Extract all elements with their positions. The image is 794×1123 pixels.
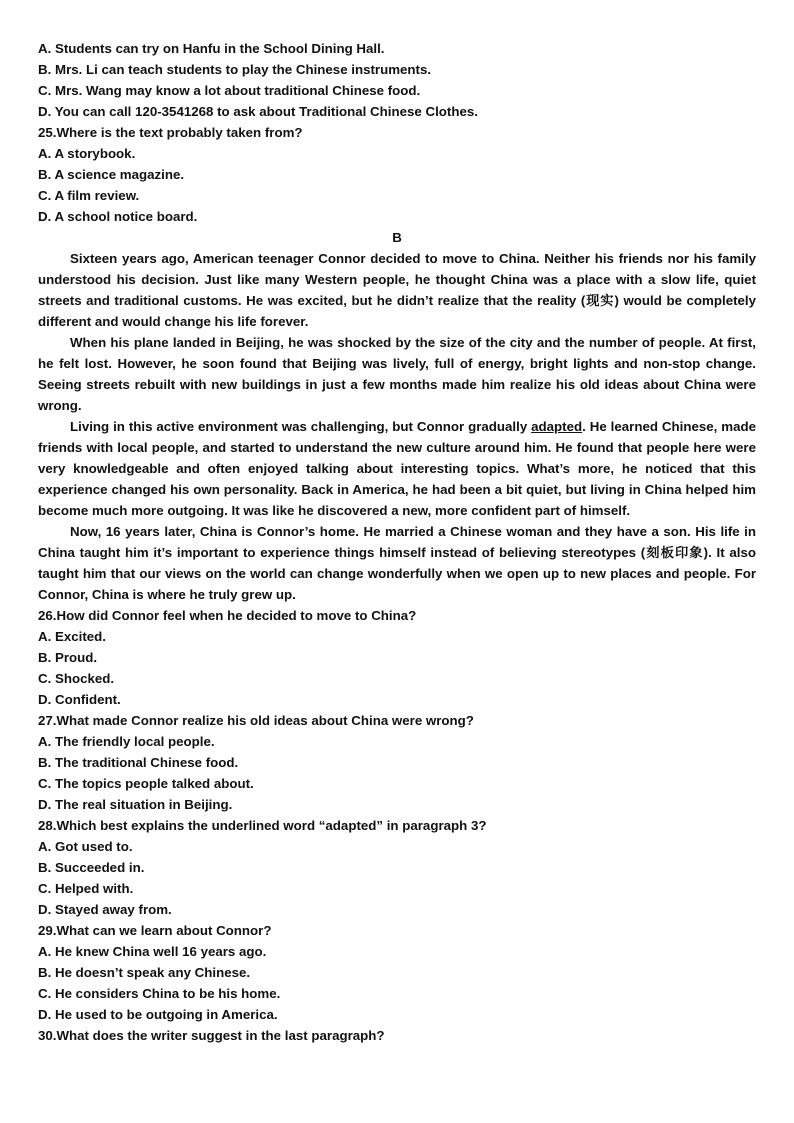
question-text: 30.What does the writer suggest in the last paragraph? (38, 1028, 385, 1043)
passage-paragraph-2: When his plane landed in Beijing, he was shocked by the size of the city and the number of people. At first, he felt lost. However, he soon found that Beijing was lively, full of energy, bright lights and non-stop change. Seeing streets rebuilt with new buildings in just a few months made him realize his old ideas about China were wrong. (38, 335, 756, 413)
option-a: A. Excited. (38, 629, 106, 644)
option-d: D. A school notice board. (38, 209, 198, 224)
option-a: A. The friendly local people. (38, 734, 215, 749)
option-c: C. Helped with. (38, 881, 134, 896)
option-c: C. The topics people talked about. (38, 776, 254, 791)
paragraph-3-text-before: Living in this active environment was challenging, but Connor gradually (70, 419, 532, 434)
q24-option-d: D. You can call 120-3541268 to ask about Traditional Chinese Clothes. (38, 104, 478, 119)
underlined-word: adapted (531, 419, 583, 434)
q24-option-c: C. Mrs. Wang may know a lot about traditional Chinese food. (38, 83, 421, 98)
option-b: B. He doesn’t speak any Chinese. (38, 965, 251, 980)
option-c: C. Shocked. (38, 671, 115, 686)
q24-option-a: A. Students can try on Hanfu in the School Dining Hall. (38, 41, 385, 56)
option-c: C. A film review. (38, 188, 140, 203)
question-text: 25.Where is the text probably taken from? (38, 125, 303, 140)
option-c: C. He considers China to be his home. (38, 986, 281, 1001)
paragraph-3-text-after: . He learned Chinese, made friends with local people, and started to understand the new culture around him. He found that people here were very knowledgeable and often enjoyed talking about interesting topics. What’s more, he noticed that this experience changed his own personality. Back in America, he had been a bit quiet, but living in China helped him become much more outgoing. It was like he discovered a new, more confident part of himself. (38, 419, 756, 518)
passage-paragraph-4: Now, 16 years later, China is Connor’s home. He married a Chinese woman and they have a son. His life in China taught him it’s important to experience things himself instead of believing stereotypes (刻板印象). It also taught him that our views on the world can change wonderfully when we open up to new places and people. For Connor, China is where he truly grew up. (38, 524, 756, 602)
option-d: D. He used to be outgoing in America. (38, 1007, 278, 1022)
section-heading: B (392, 230, 402, 245)
question-28 (38, 815, 756, 920)
question-26 (38, 605, 756, 710)
question-30 (38, 1025, 756, 1046)
option-d: D. Confident. (38, 692, 121, 707)
option-a: A. Got used to. (38, 839, 133, 854)
option-a: A. He knew China well 16 years ago. (38, 944, 267, 959)
q24-option-b: B. Mrs. Li can teach students to play the Chinese instruments. (38, 62, 432, 77)
option-b: B. A science magazine. (38, 167, 185, 182)
option-b: B. The traditional Chinese food. (38, 755, 239, 770)
question-text: 29.What can we learn about Connor? (38, 923, 272, 938)
question-29 (38, 920, 756, 1025)
exam-page (38, 38, 756, 1046)
option-d: D. Stayed away from. (38, 902, 172, 917)
question-27 (38, 710, 756, 815)
option-b: B. Succeeded in. (38, 860, 145, 875)
q24-options (38, 38, 756, 122)
question-25 (38, 122, 756, 227)
question-text: 27.What made Connor realize his old ideas about China were wrong? (38, 713, 474, 728)
question-text: 26.How did Connor feel when he decided to move to China? (38, 608, 417, 623)
passage (38, 248, 756, 605)
option-a: A. A storybook. (38, 146, 136, 161)
passage-paragraph-3 (38, 416, 756, 521)
option-d: D. The real situation in Beijing. (38, 797, 233, 812)
question-text: 28.Which best explains the underlined word “adapted” in paragraph 3? (38, 818, 487, 833)
option-b: B. Proud. (38, 650, 98, 665)
passage-paragraph-1: Sixteen years ago, American teenager Connor decided to move to China. Neither his friends nor his family understood his decision. Just like many Western people, he thought China was a place with a slow life, quiet streets and traditional customs. He was excited, but he didn’t realize that the reality (现实) would be completely different and would change his life forever. (38, 251, 756, 329)
